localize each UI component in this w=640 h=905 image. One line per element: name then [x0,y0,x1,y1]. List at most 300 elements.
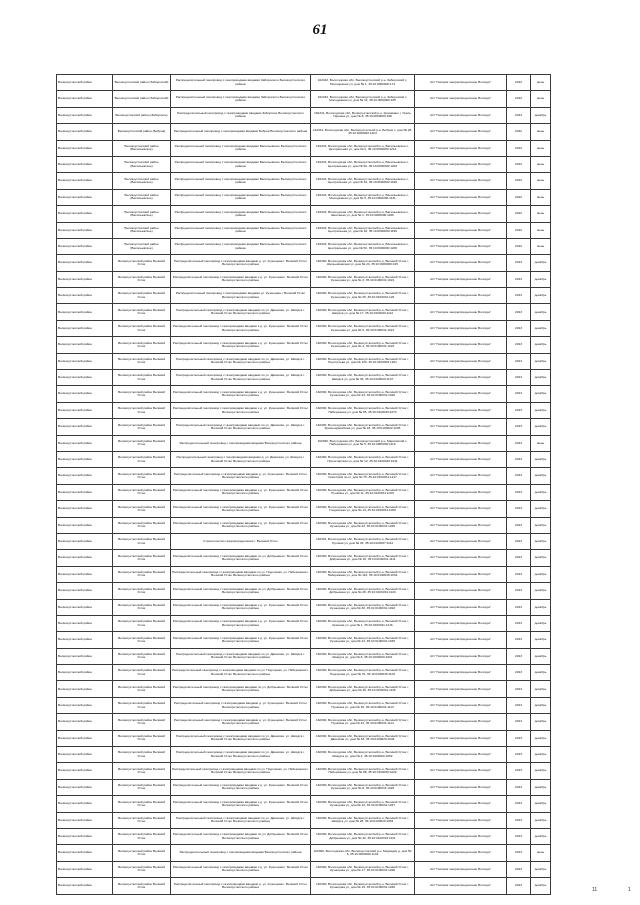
object-cell: Распределительный газопровод с газопроводами вводами Заборское Великоустюгского района [171,107,311,123]
organization-cell: АО "Газпром газораспределение Вологда" [415,681,507,697]
month-cell: декабрь [531,501,551,517]
address-cell: 162390, Вологодская обл, Великоустюгский р-н, Великий Устюг г, Шмидта ул, дом № 46, 35:10:0100020:1137 [311,370,415,386]
address-cell: 162390, Вологодская обл, Великоустюгский р-н, Великий Устюг г, Гледенская ул, дом № 14, 35:10:0100031:1006 [311,501,415,517]
organization-cell: АО "Газпром газораспределение Вологда" [415,878,507,894]
year-cell: 2023 [507,435,531,451]
organization-cell: АО "Газпром газораспределение Вологда" [415,222,507,238]
address-cell: 162390, Вологодская обл, Великоустюгский р-н, Великий Устюг г, Набережная ул, дом № 85, 35:10:0100036:2270 [311,402,415,418]
address-cell: 162390, Вологодская обл, Великоустюгский р-н, Великий Устюг г, Двинская ул, дом № 53, 35:10:0100020:1048 [311,730,415,746]
year-cell: 2023 [507,304,531,320]
address-cell: 162390, Вологодская обл, Великоустюгский р-н, Великий Устюг г, Набережная ул, дом № 116, 35:10:0100036:1034 [311,566,415,582]
organization-cell: АО "Газпром газораспределение Вологда" [415,75,507,91]
year-cell: 2023 [507,632,531,648]
district-cell: Великоустюгский район [57,206,113,222]
object-cell: Распределительный газопровод с газопроводами вводами к д. ул. Кузнецова г. Великий Устюг Великоустюгского района [171,599,311,615]
year-cell: 2023 [507,533,531,549]
district-cell: Великоустюгский район [57,583,113,599]
organization-cell: АО "Газпром газораспределение Вологда" [415,288,507,304]
month-cell: июнь [531,845,551,861]
footer-mark-left: 11 [592,887,598,893]
month-cell: декабрь [531,386,551,402]
object-cell: Распределительный газопровод с газопроводами вводами к д. ул. Кузнецова г. Великий Устюг Великоустюгского района [171,796,311,812]
organization-cell: АО "Газпром газораспределение Вологда" [415,828,507,844]
organization-cell: АО "Газпром газораспределение Вологда" [415,140,507,156]
table-row [57,648,551,664]
object-cell: Распределительный газопровод с газопроводами вводами к д. ул. Кузнецова г. Великий Устюг Великоустюгского района [171,615,311,631]
district-cell: Великоустюгский район [57,402,113,418]
object-cell: Распределительный газопровод с газопроводами вводами по ул. Двинская, ул. Шмидта г. Великий Устюг Великоустюгского района [171,370,311,386]
year-cell: 2022 [507,140,531,156]
month-cell: декабрь [531,861,551,877]
table-row [57,75,551,91]
year-cell: 2023 [507,271,531,287]
year-cell: 2022 [507,75,531,91]
address-cell: 162390, Вологодская обл, Великоустюгский р-н, Великий Устюг г, Кузнецова ул, дом № 30, 35:10:0100031:1022 [311,599,415,615]
address-cell: 162343, Вологодская обл, Великоустюгский р-н, Васильевское с, Центральная ул, дом № 33, 35:10:0000000:1198 [311,173,415,189]
organization-cell: АО "Газпром газораспределение Вологда" [415,648,507,664]
month-cell: декабрь [531,812,551,828]
settlement-cell: Великоустюгский район Великий Устюг [113,468,171,484]
settlement-cell: Великоустюгский район Великий Устюг [113,517,171,533]
settlement-cell: Великоустюгский район Великий Устюг [113,271,171,287]
address-cell: 162390, Вологодская обл, Великоустюгский р-н, Великий Устюг г, Кузнецова ул, дом № 22, 35:10:0100031:1025 [311,517,415,533]
gas-infrastructure-table [56,74,551,895]
page-number: 61 [312,22,328,38]
settlement-cell: Великоустюгский район Великий Устюг [113,583,171,599]
month-cell: декабрь [531,517,551,533]
address-cell: 162390, Вологодская обл, Великоустюгский р-н, Великий Устюг г, Кузнецова ул, дом № 44, 35:10:0100031:1045 [311,632,415,648]
settlement-cell: Великоустюгский район Великий Устюг [113,566,171,582]
address-cell: 162390, Вологодская обл, Великоустюгский р-н, Медведки д, дом № 5, 35:10:0000000:1133 [311,845,415,861]
settlement-cell: Великоустюгский район Великий Устюг [113,386,171,402]
organization-cell: АО "Газпром газораспределение Вологда" [415,730,507,746]
organization-cell: АО "Газпром газораспределение Вологда" [415,632,507,648]
object-cell: Распределительный газопровод с газопроводами вводами по ул. Добрынина г. Великий Устюг Великоустюгского района [171,828,311,844]
settlement-cell: Великоустюгский район Великий Устюг [113,320,171,336]
address-cell: 162343, Вологодская обл, Великоустюгский р-н, Васильевское с, Молодежная ул, дом № 3, 35:10:0000000:1131 [311,189,415,205]
district-cell: Великоустюгский район [57,304,113,320]
organization-cell: АО "Газпром газораспределение Вологда" [415,714,507,730]
month-cell: декабрь [531,828,551,844]
district-cell: Великоустюгский район [57,124,113,140]
organization-cell: АО "Газпром газораспределение Вологда" [415,665,507,681]
district-cell: Великоустюгский район [57,550,113,566]
organization-cell: АО "Газпром газораспределение Вологда" [415,271,507,287]
object-cell: Распределительный газопровод с газопроводами вводами к д. ул. Кузнецова г. Великий Устюг Великоустюгского района [171,632,311,648]
district-cell: Великоустюгский район [57,878,113,894]
table-row [57,451,551,467]
address-cell: 162390, Вологодская обл, Великоустюгский р-н, Великий Устюг г, Кузнецова ул, дом № 8, 35:10:0100031:1026 [311,779,415,795]
table-row [57,238,551,254]
object-cell: Распределительный газопровод с газопроводами вводами Васильевское Великоустюгского района [171,206,311,222]
object-cell: Распределительный газопровод с газопроводами вводами по ул. Двинская, ул. Шмидта г. Великий Устюг Великоустюгского района [171,812,311,828]
object-cell: Распределительный газопровод с газопроводами вводами к д. ул. Кузнецова г. Великий Устюг Великоустюгского района [171,271,311,287]
address-cell: 162341, Вологодская обл, Великоустюгский р-н, Красавино г, Ураль Гарнина ул, дом № 8, 35:10:0000000:198 [311,107,415,123]
year-cell: 2022 [507,91,531,107]
year-cell: 2022 [507,238,531,254]
month-cell: декабрь [531,337,551,353]
month-cell: декабрь [531,566,551,582]
object-cell: Распределительный газопровод с газопроводами вводами по ул. Двинская, ул. Шмидта г. Великий Устюг Великоустюгского района [171,747,311,763]
table-row [57,419,551,435]
object-cell: Распределительный газопровод с газопроводами вводами д. ул. Кузнецова г. Великий Устюг Великоустюгского района [171,714,311,730]
table-row [57,255,551,271]
settlement-cell: Великоустюгский район Великий Устюг [113,730,171,746]
table-row [57,533,551,549]
district-cell: Великоустюгский район [57,238,113,254]
organization-cell: АО "Газпром газораспределение Вологда" [415,697,507,713]
district-cell: Великоустюгский район [57,861,113,877]
district-cell: Великоустюгский район [57,484,113,500]
month-cell: декабрь [531,533,551,549]
table-row [57,828,551,844]
year-cell: 2023 [507,861,531,877]
object-cell: Распределительный газопровод с газопроводами вводами по ул. Подгорная, ул. Набережная г. Великий Устюг Великоустюгского района [171,763,311,779]
settlement-cell: Великоустюгский район Великий Устюг [113,648,171,664]
settlement-cell: Великоустюгский район (Забороский) [113,91,171,107]
table-row [57,107,551,123]
address-cell: 162343, Вологодская обл, Великоустюгский р-н, Васильевское с, Центральная ул, дом № 2, 35:10:0000000:1213 [311,140,415,156]
month-cell: июнь [531,156,551,172]
address-cell: 162390, Вологодская обл, Великоустюгский р-н, Великий Устюг г, Пушкина ул, дом № 36, 35:10:0100031:1113 [311,697,415,713]
year-cell: 2022 [507,156,531,172]
settlement-cell: Великоустюгский район Великий Устюг [113,288,171,304]
address-cell: 162390, Вологодская обл, Великоустюгский р-н, Марковский с, Набережная ул, дом № 5, 35:10:0000000:1119 [311,435,415,451]
object-cell: Распределительный газопровод с газопроводами вводами по ул. Двинская, ул. Шмидта г. Великий Устюг Великоустюгского района [171,648,311,664]
district-cell: Великоустюгский район [57,222,113,238]
month-cell: июнь [531,222,551,238]
object-cell: Распределительный газопровод с газопроводами вводами д. ул. Кузнецова г. Великий Устюг Великоустюгского района [171,468,311,484]
object-cell: Распределительный газопровод с газопроводами вводами по ул. Двинская, ул. Шмидта г. Великий Устюг Великоустюгского района [171,304,311,320]
organization-cell: АО "Газпром газораспределение Вологда" [415,189,507,205]
organization-cell: АО "Газпром газораспределение Вологда" [415,583,507,599]
address-cell: 162390, Вологодская обл, Великоустюгский р-н, Великий Устюг г, Шмидта ул, дом № 28, 35:10:0100020:1064 [311,812,415,828]
table-row [57,304,551,320]
settlement-cell: Великоустюгский район Великий Устюг [113,353,171,369]
district-cell: Великоустюгский район [57,599,113,615]
object-cell: Распределительный газопровод с газопроводами вводами Великоустюгского района [171,845,311,861]
district-cell: Великоустюгский район [57,189,113,205]
footer-mark-right: 1 [628,887,631,893]
month-cell: июнь [531,435,551,451]
month-cell: декабрь [531,271,551,287]
table-row [57,599,551,615]
month-cell: декабрь [531,878,551,894]
table-row [57,632,551,648]
year-cell: 2023 [507,779,531,795]
object-cell: Распределительный газопровод с газопроводами вводами по ул. Двинская, ул. Шмидта г. Великий Устюг Великоустюгского района [171,353,311,369]
district-cell: Великоустюгский район [57,451,113,467]
table-row [57,501,551,517]
organization-cell: АО "Газпром газораспределение Вологда" [415,320,507,336]
table-row [57,517,551,533]
year-cell: 2023 [507,353,531,369]
organization-cell: АО "Газпром газораспределение Вологда" [415,861,507,877]
settlement-cell: Великоустюгский район Великий Устюг [113,697,171,713]
address-cell: 162390, Вологодская обл, Великоустюгский р-н, Великий Устюг г, Советский пр-кт, дом № 75, 35:10:0100031:1217 [311,468,415,484]
address-cell: 162390, Вологодская обл, Великоустюгский р-н, Великий Устюг г, Пролетарская ул, дом № 12, 35:10:0100020:1041 [311,451,415,467]
month-cell: декабрь [531,304,551,320]
settlement-cell: Великоустюгский район (Васильевское) [113,206,171,222]
address-cell: 162391, Вологодская обл, Великоустюгский р-н, Великий Устюг г, Луговая ул, дом № 45, 35:10:0100037:1114 [311,533,415,549]
month-cell: июнь [531,238,551,254]
district-cell: Великоустюгский район [57,370,113,386]
organization-cell: АО "Газпром газораспределение Вологда" [415,566,507,582]
district-cell: Великоустюгский район [57,763,113,779]
address-cell: 162390, Вологодская обл, Великоустюгский р-н, Великий Устюг г, Кузнецова ул, дом № 25, 35:10:0100031:126 [311,288,415,304]
address-cell: 162390, Вологодская обл, Великоустюгский р-н, Великий Устюг г, Набережная ул, дом № 98, 35:10:0100036:1029 [311,763,415,779]
organization-cell: АО "Газпром газораспределение Вологда" [415,517,507,533]
year-cell: 2023 [507,812,531,828]
table-row [57,583,551,599]
month-cell: июнь [531,91,551,107]
district-cell: Великоустюгский район [57,796,113,812]
table-row [57,156,551,172]
settlement-cell: Великоустюгский район Великий Устюг [113,779,171,795]
organization-cell: АО "Газпром газораспределение Вологда" [415,468,507,484]
organization-cell: АО "Газпром газораспределение Вологда" [415,107,507,123]
organization-cell: АО "Газпром газораспределение Вологда" [415,550,507,566]
district-cell: Великоустюгский район [57,845,113,861]
district-cell: Великоустюгский район [57,320,113,336]
table-row [57,173,551,189]
address-cell: 162343, Вологодская обл, Великоустюгский р-н, Забороский с, Молодежная ул, дом № 1, 35:10:0000000:174 [311,75,415,91]
month-cell: декабрь [531,107,551,123]
district-cell: Великоустюгский район [57,779,113,795]
year-cell: 2023 [507,681,531,697]
organization-cell: АО "Газпром газораспределение Вологда" [415,747,507,763]
settlement-cell: Великоустюгский район Великий Устюг [113,845,171,861]
year-cell: 2023 [507,599,531,615]
organization-cell: АО "Газпром газораспределение Вологда" [415,304,507,320]
address-cell: 162390, Вологодская обл, Великоустюгский р-н, Великий Устюг г, Добрынина ул, дом № 46, 35:10:0100031:1118 [311,681,415,697]
district-cell: Великоустюгский район [57,730,113,746]
address-cell: 162343, Вологодская обл, Великоустюгский р-н, Васильевское с, Центральная ул, дом № 18, 35:10:0000000:1196 [311,222,415,238]
object-cell: Распределительный газопровод с газопроводами вводами Бобров Великоустюгского района [171,124,311,140]
month-cell: декабрь [531,665,551,681]
table-row [57,206,551,222]
year-cell: 2023 [507,255,531,271]
year-cell: 2023 [507,648,531,664]
year-cell: 2022 [507,206,531,222]
address-cell: 162390, Вологодская обл, Великоустюгский р-н, Великий Устюг г, Кузнецова ул, дом № 5, 35:10:0100031:1021 [311,320,415,336]
object-cell: Распределительный газопровод с газопроводами вводами Васильевское Великоустюгского района [171,222,311,238]
district-cell: Великоустюгский район [57,353,113,369]
address-cell: 162390, Вологодская обл, Великоустюгский р-н, Великий Устюг г, Подгорная ул, дом № 70, 35:10:0100036:1102 [311,665,415,681]
month-cell: июнь [531,140,551,156]
object-cell: Распределительный газопровод с газопроводами вводами Васильевское Великоустюгского района [171,156,311,172]
district-cell: Великоустюгский район [57,632,113,648]
table-row [57,615,551,631]
object-cell: Распределительный газопровод с газопроводами вводами по ул. Двинская, ул. Шмидта г. Великий Устюг Великоустюгского района [171,419,311,435]
organization-cell: АО "Газпром газораспределение Вологда" [415,370,507,386]
address-cell: 162343, Вологодская обл, Великоустюгский р-н, Забороский с, Молодежная ул, дом № 14, 35:10:0000000:165 [311,91,415,107]
table-row [57,566,551,582]
district-cell: Великоустюгский район [57,665,113,681]
table-row [57,386,551,402]
address-cell: 162390, Вологодская обл, Великоустюгский р-н, Великий Устюг г, Пушкина ул, дом № 11, 35:10:0100031:1029 [311,484,415,500]
year-cell: 2023 [507,107,531,123]
month-cell: декабрь [531,648,551,664]
month-cell: декабрь [531,714,551,730]
year-cell: 2023 [507,468,531,484]
address-cell: 162343, Вологодская обл, Великоустюгский р-н, Васильевское с, Центральная ул, дом № 56, 35:10:0000000:1202 [311,156,415,172]
organization-cell: АО "Газпром газораспределение Вологда" [415,435,507,451]
object-cell: Распределительный газопровод с газопроводами вводами д. ул. Двинская, ул. Шмидта г. Великий Устюг Великоустюгского района [171,451,311,467]
organization-cell: АО "Газпром газораспределение Вологда" [415,796,507,812]
district-cell: Великоустюгский район [57,615,113,631]
settlement-cell: Великоустюгский район (Васильевское) [113,189,171,205]
table-row [57,353,551,369]
table-row [57,337,551,353]
district-cell: Великоустюгский район [57,501,113,517]
table-row [57,370,551,386]
district-cell: Великоустюгский район [57,648,113,664]
table-row [57,665,551,681]
month-cell: декабрь [531,697,551,713]
district-cell: Великоустюгский район [57,419,113,435]
year-cell: 2023 [507,402,531,418]
month-cell: декабрь [531,484,551,500]
organization-cell: АО "Газпром газораспределение Вологда" [415,451,507,467]
address-cell: 162390, Вологодская обл, Великоустюгский р-н, Великий Устюг г, Кузнецова ул, дом № 17, 35:10:0100031:1028 [311,861,415,877]
address-cell: 162343, Вологодская обл, Великоустюгский р-н, Васильевское с, Центральная ул, дом № 50, 35:10:0000000:1200 [311,238,415,254]
year-cell: 2023 [507,878,531,894]
district-cell: Великоустюгский район [57,435,113,451]
settlement-cell: Великоустюгский район Великий Устюг [113,402,171,418]
table-row [57,763,551,779]
month-cell: декабрь [531,353,551,369]
object-cell: Распределительный газопровод с газопроводами вводами Забороского Великоустюгского района [171,91,311,107]
month-cell: декабрь [531,402,551,418]
table-row [57,435,551,451]
organization-cell: АО "Газпром газораспределение Вологда" [415,386,507,402]
organization-cell: АО "Газпром газораспределение Вологда" [415,812,507,828]
year-cell: 2023 [507,484,531,500]
district-cell: Великоустюгский район [57,107,113,123]
organization-cell: АО "Газпром газораспределение Вологда" [415,238,507,254]
year-cell: 2023 [507,714,531,730]
address-cell: 162390, Вологодская обл, Великоустюгский р-н, Великий Устюг г, Красная ул, дом № 1, 35:10:0100031:1216 [311,615,415,631]
settlement-cell: Великоустюгский район (Васильевское) [113,140,171,156]
district-cell: Великоустюгский район [57,468,113,484]
month-cell: июнь [531,75,551,91]
month-cell: декабрь [531,419,551,435]
year-cell: 2023 [507,763,531,779]
object-cell: Распределительный газопровод с газопроводами вводами Васильевское Великоустюгского района [171,173,311,189]
settlement-cell: Великоустюгский район Великий Устюг [113,599,171,615]
table-row [57,845,551,861]
settlement-cell: Великоустюгский район Великий Устюг [113,337,171,353]
address-cell: 162390, Вологодская обл, Великоустюгский р-н, Великий Устюг г, Кузнецова ул, дом № 3, 35:10:0100031:1024 [311,271,415,287]
month-cell: декабрь [531,763,551,779]
settlement-cell: Великоустюгский район (Васильевское) [113,238,171,254]
settlement-cell: Великоустюгский район Великий Устюг [113,861,171,877]
object-cell: Распределительный газопровод с газопроводами вводами по ул. Добрынина г. Великий Устюг Великоустюгского района [171,681,311,697]
year-cell: 2023 [507,747,531,763]
year-cell: 2023 [507,320,531,336]
year-cell: 2023 [507,517,531,533]
organization-cell: АО "Газпром газораспределение Вологда" [415,533,507,549]
address-cell: 162390, Вологодская обл, Великоустюгский р-н, Великий Устюг г, Кузнецова ул, дом № 12, 35:10:0100031:1027 [311,796,415,812]
organization-cell: АО "Газпром газораспределение Вологда" [415,402,507,418]
settlement-cell: Великоустюгский район Великий Устюг [113,878,171,894]
settlement-cell: Великоустюгский район Великий Устюг [113,533,171,549]
month-cell: июнь [531,173,551,189]
organization-cell: АО "Газпром газораспределение Вологда" [415,599,507,615]
settlement-cell: Великоустюгский район Великий Устюг [113,714,171,730]
settlement-cell: Великоустюгский район Великий Устюг [113,615,171,631]
settlement-cell: Великоустюгский район (Васильевское) [113,156,171,172]
month-cell: декабрь [531,632,551,648]
object-cell: Распределительный газопровод с газопроводами вводами Забороского Великоустюгского района [171,75,311,91]
address-cell: 162390, Вологодская обл, Великоустюгский р-н, Великий Устюг г, Шмидта ул, дом № 17, 35:10:0100020:1112 [311,304,415,320]
year-cell: 2023 [507,386,531,402]
object-cell: Распределительный газопровод с газопроводами вводами к д. ул. Кузнецова г. Великий Устюг Великоустюгского района [171,779,311,795]
table-row [57,222,551,238]
year-cell: 2022 [507,173,531,189]
district-cell: Великоустюгский район [57,386,113,402]
table-row [57,779,551,795]
year-cell: 2023 [507,288,531,304]
year-cell: 2023 [507,796,531,812]
organization-cell: АО "Газпром газораспределение Вологда" [415,255,507,271]
district-cell: Великоустюгский район [57,681,113,697]
district-cell: Великоустюгский район [57,173,113,189]
month-cell: июнь [531,206,551,222]
address-cell: 162390, Вологодская обл, Великоустюгский р-н, Великий Устюг г, Кузнецова ул, дом № 4, 35:10:0100031:1022 [311,337,415,353]
year-cell: 2022 [507,124,531,140]
address-cell: 162390, Вологодская обл, Великоустюгский р-н, Великий Устюг г, Добрынина ул, дом № 28, 35:10:0100031:1120 [311,583,415,599]
table-row [57,681,551,697]
organization-cell: АО "Газпром газораспределение Вологда" [415,206,507,222]
object-cell: Распределительный газопровод с газопроводами вводами Васильевское Великоустюгского района [171,140,311,156]
settlement-cell: Великоустюгский район Великий Устюг [113,632,171,648]
table-row [57,697,551,713]
month-cell: декабрь [531,451,551,467]
table-row [57,271,551,287]
address-cell: 162390, Вологодская обл, Великоустюгский р-н, Великий Устюг г, Шильниковская ул, дом № 24, 35:10:0000000:425 [311,255,415,271]
district-cell: Великоустюгский район [57,566,113,582]
address-cell: 162390, Вологодская обл, Великоустюгский р-н, Великий Устюг г, Добрынина ул, дом № 16, 35:10:0100031:1111 [311,550,415,566]
address-cell: 162390, Вологодская обл, Великоустюгский р-н, Великий Устюг г, Кузнецова ул, дом № 33, 35:10:0100031:1020 [311,386,415,402]
address-cell: 162390, Вологодская обл, Великоустюгский р-н, Великий Устюг г, Неустроева ул, дом № 120, 35:10:0100005:1201 [311,353,415,369]
object-cell: Распределительный газопровод с газопроводами вводами д. ул. Кузнецова г. Великий Устюг Великоустюгского района [171,878,311,894]
object-cell: Распределительный газопровод с газопроводами вводами к д. ул. Кузнецова г. Великий Устюг Великоустюгского района [171,337,311,353]
district-cell: Великоустюгский район [57,747,113,763]
district-cell: Великоустюгский район [57,714,113,730]
month-cell: декабрь [531,599,551,615]
month-cell: декабрь [531,779,551,795]
object-cell: Распределительный газопровод с газопроводами вводами ул. Кузнецова г. Великий Устюг Великоустюгского района [171,288,311,304]
object-cell: Распределительный газопровод с газопроводами вводами по ул. Двинская, ул. Шмидта г. Великий Устюг Великоустюгского района [171,730,311,746]
district-cell: Великоустюгский район [57,255,113,271]
table-row [57,189,551,205]
table-body [57,75,551,895]
table-row [57,91,551,107]
district-cell: Великоустюгский район [57,697,113,713]
district-cell: Великоустюгский район [57,288,113,304]
year-cell: 2023 [507,615,531,631]
district-cell: Великоустюгский район [57,271,113,287]
month-cell: декабрь [531,370,551,386]
table-row [57,812,551,828]
object-cell: Распределительный газопровод с газопроводами вводами по ул. Подгорная, ул. Набережная г. Великий Устюг Великоустюгского района [171,566,311,582]
table-row [57,124,551,140]
object-cell: Распределительный газопровод с газопроводами вводами к д. ул. Кузнецова г. Великий Устюг Великоустюгского района [171,501,311,517]
settlement-cell: Великоустюгский район Великий Устюг [113,681,171,697]
month-cell: декабрь [531,681,551,697]
